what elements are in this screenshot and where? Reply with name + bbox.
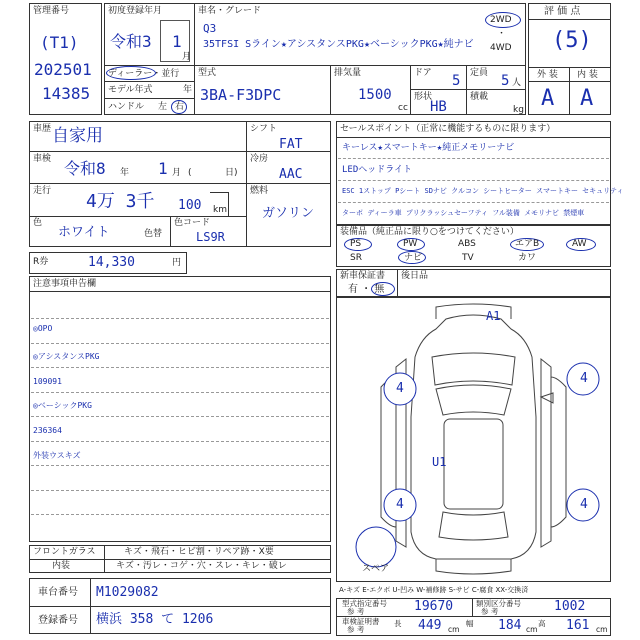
fuel-value: ガソリン [262, 206, 315, 221]
car-diagram [336, 297, 611, 582]
registration-month-unit: 月 [182, 52, 192, 62]
usage-label: 車歴 [33, 124, 52, 134]
color-value: ホワイト [58, 225, 110, 240]
note-line-2: ◎アシスタンスPKG [33, 352, 100, 361]
capacity-label: 定員 [470, 68, 489, 78]
tire-front-right: 4 [580, 371, 588, 386]
note-line-3: 109091 [33, 377, 62, 386]
dim-wid-label: 幅 [466, 619, 474, 628]
doors-value: 5 [452, 73, 461, 89]
color-code-label: 色コード [174, 218, 211, 228]
displacement-unit: cc [398, 103, 408, 113]
post-date-label: 後日品 [401, 271, 429, 281]
notes-rule [31, 392, 329, 393]
tire-rear-right: 4 [580, 497, 588, 512]
color-change-label: 色替 [144, 229, 163, 239]
fuel-label: 燃料 [250, 186, 269, 196]
notes-label: 注意事項申告欄 [33, 279, 97, 289]
interior-label: 内 装 [577, 70, 598, 80]
lot-line2: 14385 [42, 84, 91, 103]
notes-rule [31, 318, 329, 319]
aircon-value: AAC [279, 167, 303, 182]
mgmt-label: 管理番号 [33, 6, 70, 16]
model-type: 3BA-F3DPC [200, 86, 282, 104]
dealer-label: ディーラー・並行 [108, 69, 180, 79]
color-code-value: LS9R [196, 230, 225, 244]
note-line-6: 外装ウスキズ [33, 451, 81, 460]
dim-height-unit: cm [596, 625, 608, 634]
notes-rule [31, 465, 329, 466]
exterior-value: A [541, 86, 555, 111]
doors-label: ドア [414, 68, 432, 78]
handle-left: 左 [158, 102, 168, 112]
capacity-value: 5 [501, 73, 510, 89]
handle-right: 右 [175, 102, 185, 112]
sales-point-3: ESC 1ストップ Pシート SDナビ クルコン シートヒーター スマートキー セキュリティ [342, 187, 624, 195]
equip-abs: ABS [458, 239, 476, 249]
rating-label: 評 価 点 [544, 6, 581, 17]
mileage-label: 走行 [33, 186, 52, 196]
registration-label: 初度登録年月 [108, 6, 163, 16]
two-wd: 2WD [490, 15, 512, 25]
exterior-label: 外 装 [537, 70, 558, 80]
model-year-label: モデル年式 [108, 85, 153, 95]
rating-value: (5) [552, 28, 592, 53]
sales-point-4: ターボ ディーラ車 プリクラッシュセーフティ フル装備 メモリナビ 禁煙車 [342, 209, 585, 217]
dim-width-unit: cm [526, 625, 538, 634]
inspection-era: 令和8 [64, 159, 106, 178]
inspection-year-unit: 年 [120, 168, 130, 178]
dim-hei-label: 高 [538, 619, 546, 628]
chassis-value: M1029082 [96, 585, 159, 600]
shape-label: 形状 [414, 92, 433, 102]
recycle-unit: 円 [172, 258, 182, 268]
notes-rule [31, 343, 329, 344]
mileage-sub: 100 [178, 198, 202, 213]
dim-height: 161 [566, 618, 590, 633]
handle-label: ハンドル [108, 102, 145, 112]
registration-era: 令和3 [110, 32, 152, 51]
tire-front-left: 4 [396, 381, 404, 396]
equip-leather: カワ [518, 253, 537, 263]
spare-label: スペア [362, 564, 390, 574]
inspection-month-unit: 月 [172, 168, 182, 178]
displacement-value: 1500 [358, 87, 392, 103]
equip-tv: TV [462, 253, 474, 263]
mileage-unit: km [213, 205, 227, 215]
inspection-month: 1 [158, 159, 168, 178]
registration-month: 1 [172, 32, 182, 51]
plate-value: 横浜 358 て 1206 [96, 612, 214, 627]
payload-unit: kg [513, 105, 524, 115]
color-label: 色 [33, 218, 43, 228]
equip-navi: ナビ [404, 253, 423, 263]
diagram-mark-a1: A1 [486, 309, 501, 323]
type-spec-label1: 型式指定番号 [342, 599, 387, 608]
model-year-unit: 年 [183, 85, 193, 95]
sales-point-1: キーレス★スマートキー★純正メモリーナビ [342, 143, 515, 153]
lot-prefix: (T1) [40, 33, 79, 52]
front-glass-value: キズ・飛石・ヒビ割・リペア跡・X要 [124, 547, 274, 557]
model-type-label: 型式 [198, 68, 217, 78]
usage-value: 自家用 [52, 126, 103, 146]
capacity-unit: 人 [512, 78, 522, 88]
equip-sr: SR [350, 253, 362, 263]
inspection-day-open: ( [188, 168, 192, 178]
equip-ps: PS [350, 239, 362, 249]
notes-rule [31, 490, 329, 491]
lot-line1: 202501 [34, 60, 92, 79]
note-line-4: ◎ベーシックPKG [33, 401, 92, 410]
equip-airbag: エアB [515, 239, 540, 249]
equip-pw: PW [403, 239, 418, 249]
car-name-line2: 35TFSI Sライン★アシスタンスPKG★ベーシックPKG★純ナビ [203, 39, 474, 50]
type-spec-label2: 参 考 [347, 607, 365, 616]
inspection-label: 車検 [33, 154, 52, 164]
chassis-label: 車台番号 [38, 587, 78, 598]
equipment-label: 装備品（純正品に限り○をつけてください） [340, 227, 519, 237]
notes-rule [31, 416, 329, 417]
class-spec-value: 1002 [554, 599, 586, 614]
dim-len-label: 長 [394, 619, 402, 628]
inspection-day-close: 日) [225, 168, 238, 178]
damage-legend: A-キズ E-エクボ U-凹み W-補修跡 S-サビ C-腐食 XX-交換済 [339, 586, 529, 594]
equip-aw: AW [572, 239, 587, 249]
inside-label: 内装 [52, 561, 71, 571]
car-name-line1: Q3 [203, 22, 217, 35]
dim-length-unit: cm [448, 625, 460, 634]
drive-dot: ・ [497, 29, 507, 39]
displacement-label: 排気量 [334, 68, 362, 78]
sales-points-label: セールスポイント（正常に機能するものに限ります） [340, 124, 556, 134]
type-spec-value: 19670 [414, 599, 454, 614]
shift-label: シフト [250, 124, 278, 134]
car-name-label: 車名・グレード [198, 6, 262, 16]
cert-label1: 車検証明書 [342, 617, 380, 626]
tire-rear-left: 4 [396, 497, 404, 512]
interior-value: A [580, 86, 594, 111]
sales-point-2: LEDヘッドライト [342, 165, 412, 175]
diagram-mark-u1: U1 [432, 455, 447, 469]
recycle-value: 14,330 [88, 255, 135, 270]
notes-rule [31, 441, 329, 442]
notes-rule [31, 367, 329, 368]
aircon-label: 冷房 [250, 154, 269, 164]
notes-rule [31, 514, 329, 515]
cert-label2: 参 考 [347, 625, 365, 634]
warranty-value: 有 ・ 無 [348, 284, 385, 295]
note-line-1: ◎OPO [33, 324, 53, 333]
dim-width: 184 [498, 618, 522, 633]
shift-value: FAT [279, 137, 303, 152]
inside-value: キズ・汚レ・コゲ・穴・スレ・キレ・破レ [116, 561, 287, 571]
recycle-label: R券 [33, 257, 49, 267]
warranty-label: 新車保証書 [340, 271, 386, 281]
front-glass-label: フロントガラス [33, 547, 96, 557]
four-wd: 4WD [490, 43, 512, 53]
note-line-5: 236364 [33, 426, 62, 435]
dim-length: 449 [418, 618, 442, 633]
class-spec-label2: 参 考 [481, 607, 499, 616]
plate-label: 登録番号 [38, 615, 78, 626]
mileage-value: 4万 3千 [86, 191, 155, 212]
shape-value: HB [430, 99, 447, 115]
class-spec-label1: 類別区分番号 [476, 599, 521, 608]
payload-label: 積載 [470, 92, 489, 102]
